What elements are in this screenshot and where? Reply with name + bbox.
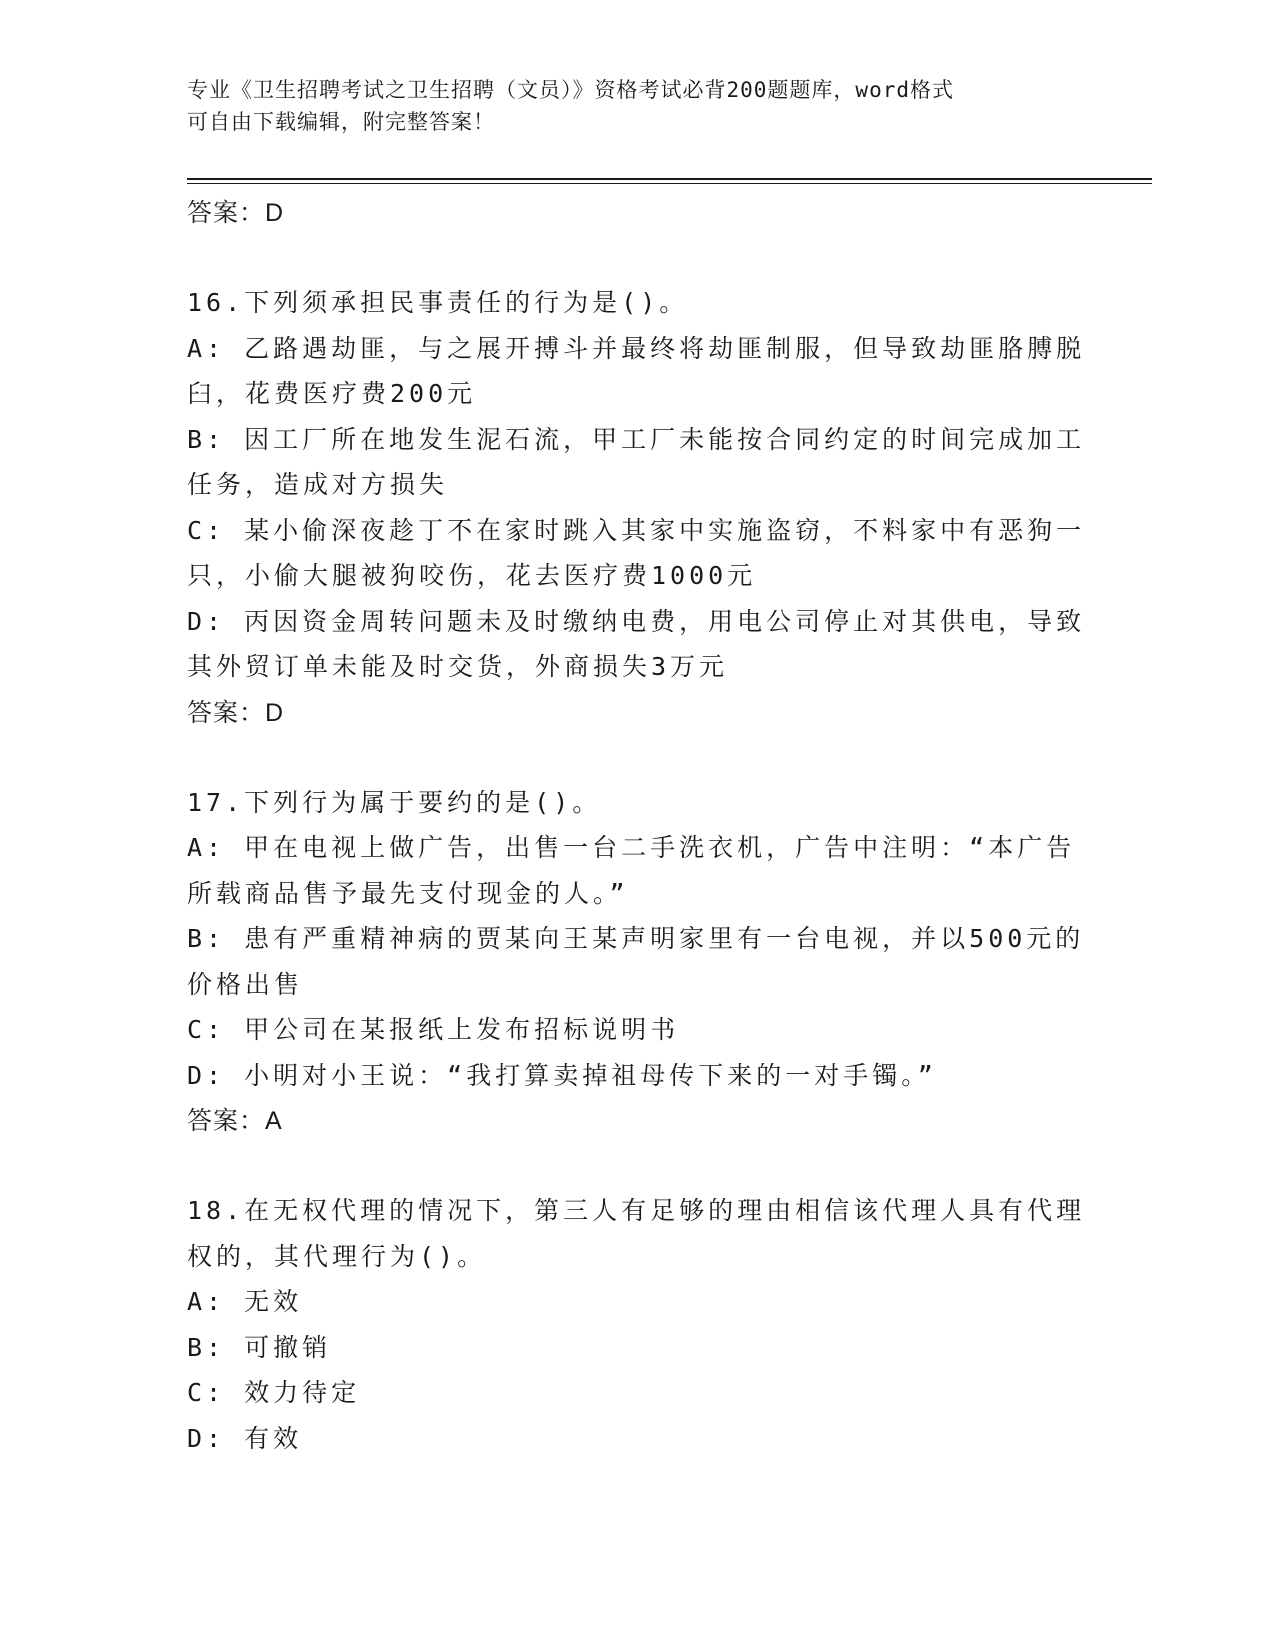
- question-17-option-b-line1: B: 患有严重精神病的贾某向王某声明家里有一台电视，并以500元的: [187, 924, 1085, 953]
- question-18: [187, 1188, 1087, 1461]
- header-rule-thick: [187, 178, 1152, 180]
- question-17-answer: 答案：A: [187, 1107, 283, 1135]
- question-16-option-d-line2: 其外贸订单未能及时交货，外商损失3万元: [187, 652, 729, 681]
- question-16-stem: 16.下列须承担民事责任的行为是()。: [187, 288, 689, 317]
- header-line-2: 可自由下载编辑，附完整答案！: [187, 110, 495, 134]
- spacer: [187, 1144, 1087, 1188]
- question-16-option-b-line2: 任务，造成对方损失: [187, 470, 449, 499]
- question-17-option-b-line2: 价格出售: [187, 969, 304, 999]
- question-16-option-c-line2: 只，小偷大腿被狗咬伤，花去医疗费1000元: [187, 561, 757, 590]
- question-16-option-b-line1: B: 因工厂所在地发生泥石流，甲工厂未能按合同约定的时间完成加工: [187, 424, 1086, 454]
- question-17-stem: 17.下列行为属于要约的是()。: [187, 787, 602, 817]
- spacer: [187, 236, 1087, 280]
- document-body: [187, 190, 1087, 1461]
- question-16-option-c-line1: C: 某小偷深夜趁丁不在家时跳入其家中实施盗窃，不料家中有恶狗一: [187, 515, 1086, 545]
- question-17: [187, 780, 1087, 1145]
- document-header: [187, 74, 1067, 138]
- question-16-option-a-line2: 臼，花费医疗费200元: [187, 379, 477, 408]
- question-16-answer: 答案：D: [187, 698, 285, 727]
- header-rule-thin: [187, 183, 1152, 184]
- header-line-1: 专业《卫生招聘考试之卫生招聘（文员）》资格考试必背200题题库，word格式: [187, 78, 954, 102]
- question-17-option-a-line2: 所载商品售予最先支付现金的人。”: [187, 878, 629, 908]
- question-17-option-a-line1: A: 甲在电视上做广告，出售一台二手洗衣机，广告中注明：“本广告: [187, 833, 1076, 862]
- question-16-option-d-line1: D: 丙因资金周转问题未及时缴纳电费，用电公司停止对其供电，导致: [187, 606, 1086, 636]
- question-18-option-b: B: 可撤销: [187, 1332, 332, 1362]
- answer-previous: 答案：D: [187, 199, 285, 227]
- question-18-stem-line1: 18.在无权代理的情况下，第三人有足够的理由相信该代理人具有代理: [187, 1196, 1086, 1225]
- question-17-option-c: C: 甲公司在某报纸上发布招标说明书: [187, 1015, 680, 1044]
- question-18-stem-line2: 权的，其代理行为()。: [187, 1241, 487, 1271]
- spacer: [187, 736, 1087, 780]
- question-18-option-a: A: 无效: [187, 1287, 303, 1316]
- question-16-option-a-line1: A: 乙路遇劫匪，与之展开搏斗并最终将劫匪制服，但导致劫匪胳膊脱: [187, 333, 1086, 363]
- question-18-option-c: C: 效力待定: [187, 1378, 361, 1407]
- question-17-option-d: D: 小明对小王说：“我打算卖掉祖母传下来的一对手镯。”: [187, 1060, 937, 1090]
- question-16: [187, 280, 1087, 736]
- question-18-option-d: D: 有效: [187, 1423, 303, 1453]
